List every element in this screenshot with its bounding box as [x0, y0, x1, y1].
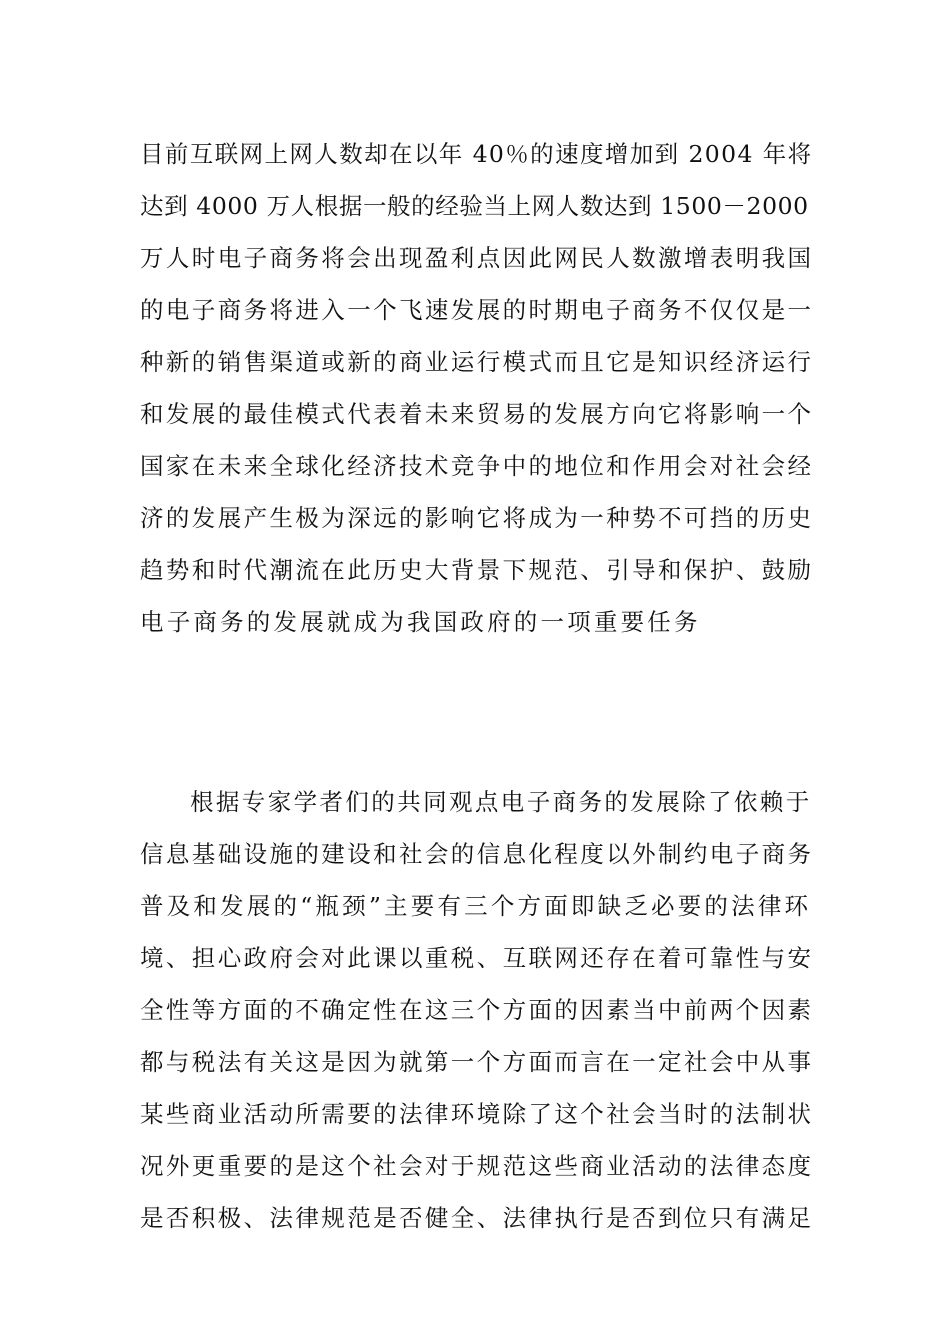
text-line: 和发展的最佳模式代表着未来贸易的发展方向它将影响一个 [140, 400, 814, 428]
text-line: 种新的销售渠道或新的商业运行模式而且它是知识经济运行 [140, 348, 814, 376]
paragraph-ecommerce-bottleneck [140, 776, 815, 1244]
text-line-indented: 根据专家学者们的共同观点电子商务的发展除了依赖于 [190, 788, 812, 816]
text-line: 境、担心政府会对此课以重税、互联网还存在着可靠性与安 [140, 944, 814, 972]
text-line: 济的发展产生极为深远的影响它将成为一种势不可挡的历史 [140, 504, 814, 532]
text-line: 况外更重要的是这个社会对于规范这些商业活动的法律态度 [140, 1152, 814, 1180]
text-line: 的电子商务将进入一个飞速发展的时期电子商务不仅仅是一 [140, 296, 814, 324]
text-line: 信息基础设施的建设和社会的信息化程度以外制约电子商务 [140, 840, 814, 868]
text-line: 普及和发展的“瓶颈”主要有三个方面即缺乏必要的法律环 [140, 892, 812, 920]
text-line: 是否积极、法律规范是否健全、法律执行是否到位只有满足 [140, 1204, 814, 1232]
text-line: 趋势和时代潮流在此历史大背景下规范、引导和保护、鼓励 [140, 556, 814, 584]
paragraph-ecommerce-growth [140, 128, 815, 648]
text-line: 万人时电子商务将会出现盈利点因此网民人数激增表明我国 [140, 244, 814, 272]
text-line: 国家在未来全球化经济技术竞争中的地位和作用会对社会经 [140, 452, 814, 480]
text-line: 达到 4000 万人根据一般的经验当上网人数达到 1500－2000 [140, 192, 809, 220]
text-line: 目前互联网上网人数却在以年 40％的速度增加到 2004 年将 [140, 140, 813, 168]
text-line: 某些商业活动所需要的法律环境除了这个社会当时的法制状 [140, 1100, 814, 1128]
text-line: 都与税法有关这是因为就第一个方面而言在一定社会中从事 [140, 1048, 814, 1076]
text-line: 全性等方面的不确定性在这三个方面的因素当中前两个因素 [140, 996, 814, 1024]
text-line: 电子商务的发展就成为我国政府的一项重要任务 [140, 608, 701, 636]
